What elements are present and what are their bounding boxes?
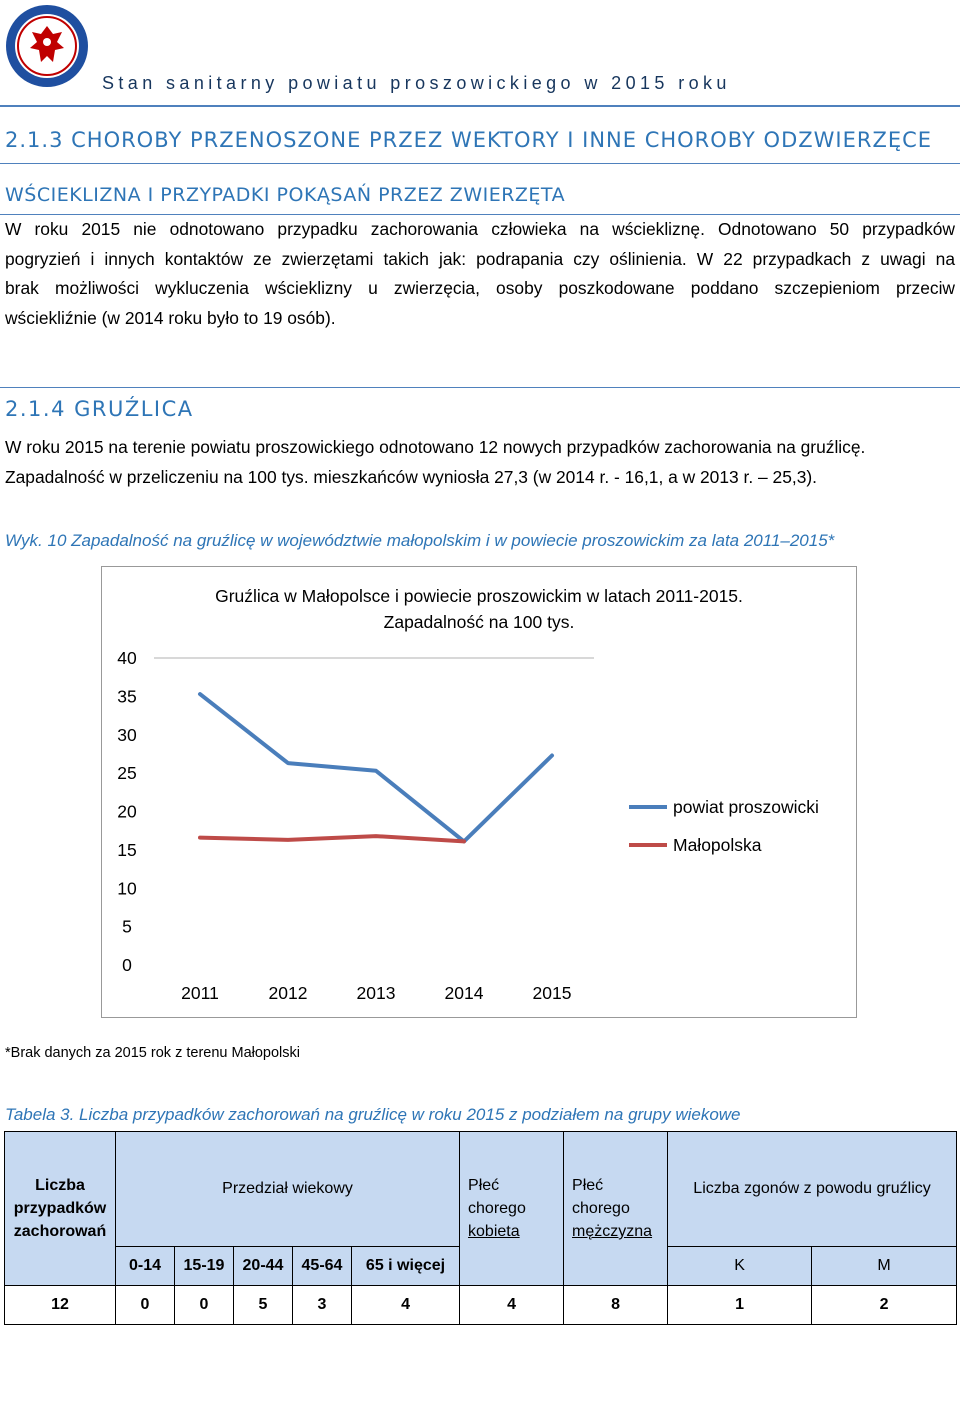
section-divider (0, 387, 960, 388)
table-caption: Tabela 3. Liczba przypadków zachorowań na gruźlicę w roku 2015 z podziałem na grupy wiekowe (5, 1105, 741, 1124)
x-tick-label: 2011 (181, 983, 219, 1003)
report-header-title: Stan sanitarny powiatu proszowickiego w 2015 roku (102, 73, 731, 93)
legend-label: powiat proszowicki (673, 797, 819, 817)
chart-footnote: *Brak danych za 2015 rok z terenu Małopolski (5, 1045, 300, 1061)
header-line: chorego (572, 1200, 630, 1217)
chart-title-line-2: Zapadalność na 100 tys. (383, 612, 575, 632)
age-group-cell: 20-44 (234, 1247, 293, 1286)
header-cases (5, 1132, 116, 1286)
header-deaths: Liczba zgonów z powodu gruźlicy (668, 1132, 957, 1247)
table-value-cell: 8 (564, 1286, 668, 1325)
paragraph-line: brak możliwości wykluczenia wścieklizny u zwierzęcia, osoby poszkodowane poddano szczepieniom przeciw (5, 278, 955, 298)
legend-label: Małopolska (673, 835, 762, 855)
tuberculosis-paragraph (5, 433, 955, 492)
y-tick-label: 35 (117, 686, 137, 707)
header-line: chorego (468, 1200, 526, 1217)
paragraph-line: W roku 2015 nie odnotowano przypadku zachorowania człowieka na wściekliznę. Odnotowano 50 przypadków (5, 219, 955, 239)
header-female (460, 1132, 564, 1286)
rabies-paragraph (5, 215, 955, 333)
section-heading-vector-borne: 2.1.3 CHOROBY PRZENOSZONE PRZEZ WEKTORY I INNE CHOROBY ODZWIERZĘCE (5, 128, 933, 152)
y-tick-label: 30 (117, 724, 137, 745)
header-male (564, 1132, 668, 1286)
table-value-cell: 4 (460, 1286, 564, 1325)
header-line: Liczba (35, 1177, 85, 1194)
y-tick-label: 40 (117, 648, 137, 668)
header-line: zachorowań (13, 1223, 107, 1240)
age-group-cell: 0-14 (116, 1247, 175, 1286)
table-value-cell: 1 (668, 1286, 812, 1325)
table-value-cell: 2 (812, 1286, 957, 1325)
chart-caption: Wyk. 10 Zapadalność na gruźlicę w województwie małopolskim i w powiecie proszowickim za lata 2011–2015* (5, 531, 835, 550)
death-group-cell: M (812, 1247, 957, 1286)
y-tick-label: 20 (117, 801, 137, 822)
header-divider (0, 105, 960, 107)
age-group-cell: 15-19 (175, 1247, 234, 1286)
tuberculosis-incidence-chart (101, 566, 857, 1018)
paragraph-line: pogryzień i innych kontaktów ze zwierzętami takich jak: podrapania czy oślinienia. W 22 przypadkach z uwagi na (5, 248, 955, 269)
y-tick-label: 0 (122, 955, 132, 975)
table-value-cell: 0 (175, 1286, 234, 1325)
paragraph-line: wściekliźnie (w 2014 roku było to 19 osób). (5, 307, 336, 328)
section-divider (0, 163, 960, 164)
x-tick-label: 2013 (356, 983, 396, 1003)
series-line-powiat (200, 694, 552, 841)
paragraph-line: W roku 2015 na terenie powiatu proszowickiego odnotowano 12 nowych przypadków zachorowania na gruźlicę. (5, 437, 866, 457)
age-group-cell: 45-64 (293, 1247, 352, 1286)
header-line: Płeć (468, 1177, 500, 1194)
header-line: mężczyzna (572, 1223, 653, 1240)
y-tick-label: 5 (122, 916, 132, 937)
y-tick-label: 10 (117, 878, 137, 899)
table-value-cell: 4 (352, 1286, 460, 1325)
table-value-cell: 0 (116, 1286, 175, 1325)
table-value-cell: 12 (5, 1286, 116, 1325)
x-tick-label: 2012 (268, 983, 308, 1003)
table-value-cell: 5 (234, 1286, 293, 1325)
y-tick-label: 15 (117, 839, 137, 860)
table-value-cell: 3 (293, 1286, 352, 1325)
age-group-cell: 65 i więcej (352, 1247, 460, 1286)
death-group-cell: K (668, 1247, 812, 1286)
y-tick-label: 25 (117, 763, 137, 784)
chart-title-line-1: Gruźlica w Małopolsce i powiecie proszowickim w latach 2011-2015. (215, 586, 743, 606)
header-line: przypadków (13, 1200, 107, 1217)
subheading-rabies: WŚCIEKLIZNA I PRZYPADKI POKĄSAŃ PRZEZ ZWIERZĘTA (5, 184, 566, 206)
header-age-range: Przedział wiekowy (116, 1132, 460, 1247)
x-tick-label: 2015 (532, 983, 572, 1003)
series-line-malopolska (200, 836, 464, 841)
sanitary-inspection-logo (4, 2, 90, 90)
header-line: kobieta (468, 1223, 520, 1240)
tuberculosis-age-table (4, 1131, 957, 1325)
section-heading-tuberculosis: 2.1.4 GRUŹLICA (5, 397, 194, 421)
header-line: Płeć (572, 1177, 604, 1194)
paragraph-line: Zapadalność w przeliczeniu na 100 tys. mieszkańców wyniosła 27,3 (w 2014 r. - 16,1, a w 2013 r. – 25,3). (5, 466, 817, 487)
x-tick-label: 2014 (444, 983, 484, 1003)
